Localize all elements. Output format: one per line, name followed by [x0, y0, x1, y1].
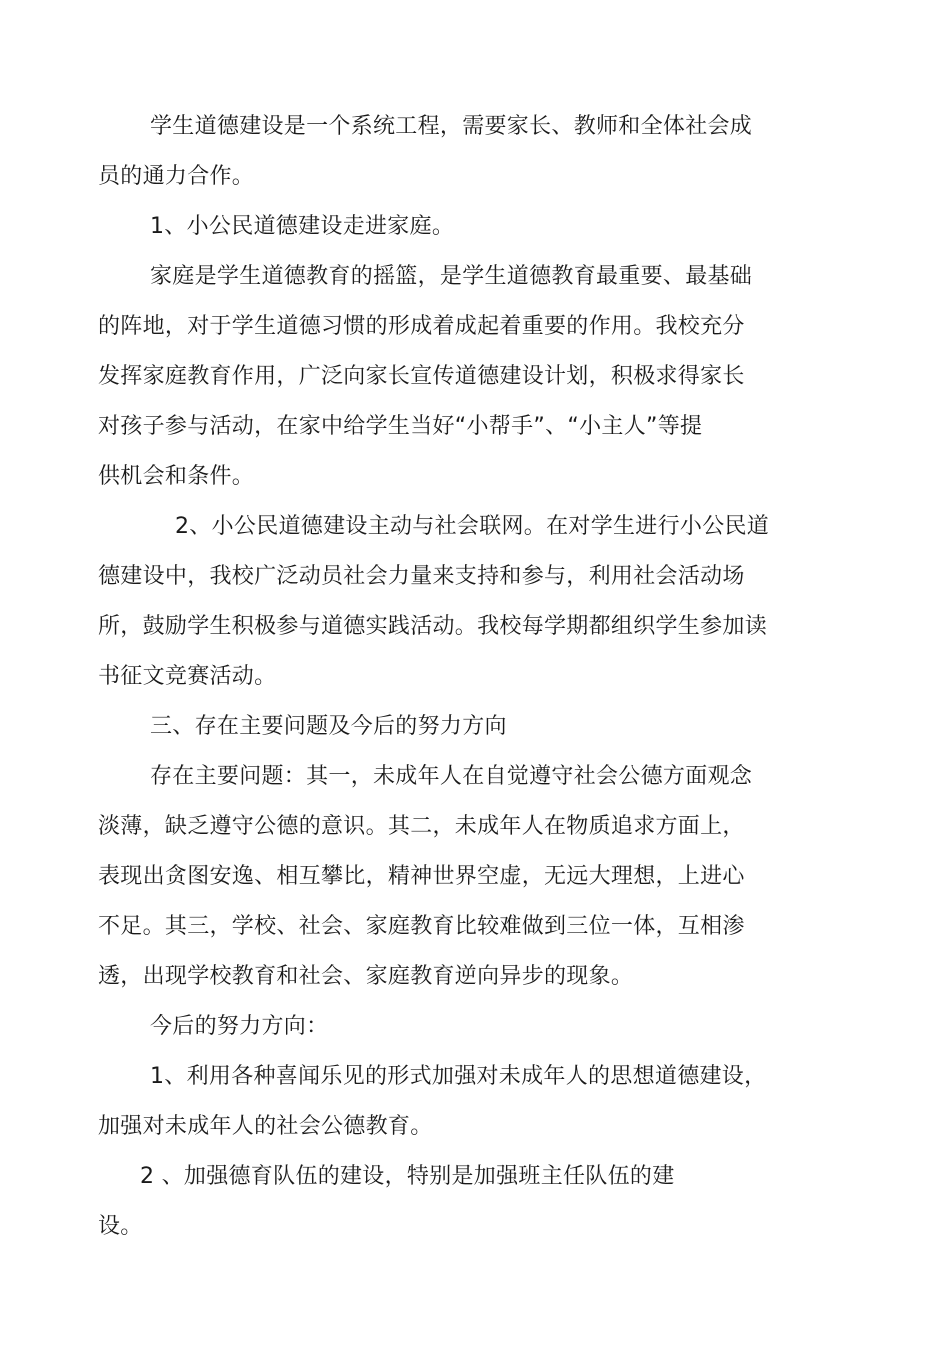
text-line: 设。 — [98, 1214, 143, 1239]
text-line: 对孩子参与活动，在家中给学生当好“小帮手”、“小主人”等提 — [98, 414, 703, 439]
text-line: 发挥家庭教育作用，广泛向家长宣传道德建设计划，积极求得家长 — [98, 364, 745, 389]
text-line: 德建设中，我校广泛动员社会力量来支持和参与，利用社会活动场 — [98, 564, 745, 589]
text-line: 员的通力合作。 — [98, 164, 255, 189]
text-line: 2、小公民道德建设主动与社会联网。在对学生进行小公民道 — [175, 514, 770, 539]
text-line: 书征文竞赛活动。 — [98, 664, 277, 689]
text-line: 淡薄，缺乏遵守公德的意识。其二，未成年人在物质追求方面上， — [98, 814, 745, 839]
text-line: 1、利用各种喜闻乐见的形式加强对未成年人的思想道德建设， — [150, 1064, 767, 1089]
text-line: 1、小公民道德建设走进家庭。 — [150, 214, 455, 239]
section-heading: 三、存在主要问题及今后的努力方向 — [150, 714, 507, 739]
text-line: 学生道德建设是一个系统工程，需要家长、教师和全体社会成 — [150, 114, 753, 139]
text-line: 2 、加强德育队伍的建设，特别是加强班主任队伍的建 — [140, 1164, 675, 1189]
text-line: 所，鼓励学生积极参与道德实践活动。我校每学期都组织学生参加读 — [98, 614, 768, 639]
text-line: 不足。其三，学校、社会、家庭教育比较难做到三位一体，互相渗 — [98, 914, 745, 939]
text-line: 表现出贪图安逸、相互攀比，精神世界空虚，无远大理想，上进心 — [98, 864, 745, 889]
text-line: 的阵地，对于学生道德习惯的形成着成起着重要的作用。我校充分 — [98, 314, 745, 339]
text-line: 存在主要问题：其一，未成年人在自觉遵守社会公德方面观念 — [150, 764, 753, 789]
text-line: 加强对未成年人的社会公德教育。 — [98, 1114, 433, 1139]
text-line: 今后的努力方向： — [150, 1014, 329, 1039]
text-line: 家庭是学生道德教育的摇篮，是学生道德教育最重要、最基础 — [150, 264, 753, 289]
text-line: 透，出现学校教育和社会、家庭教育逆向异步的现象。 — [98, 964, 634, 989]
text-line: 供机会和条件。 — [98, 464, 255, 489]
